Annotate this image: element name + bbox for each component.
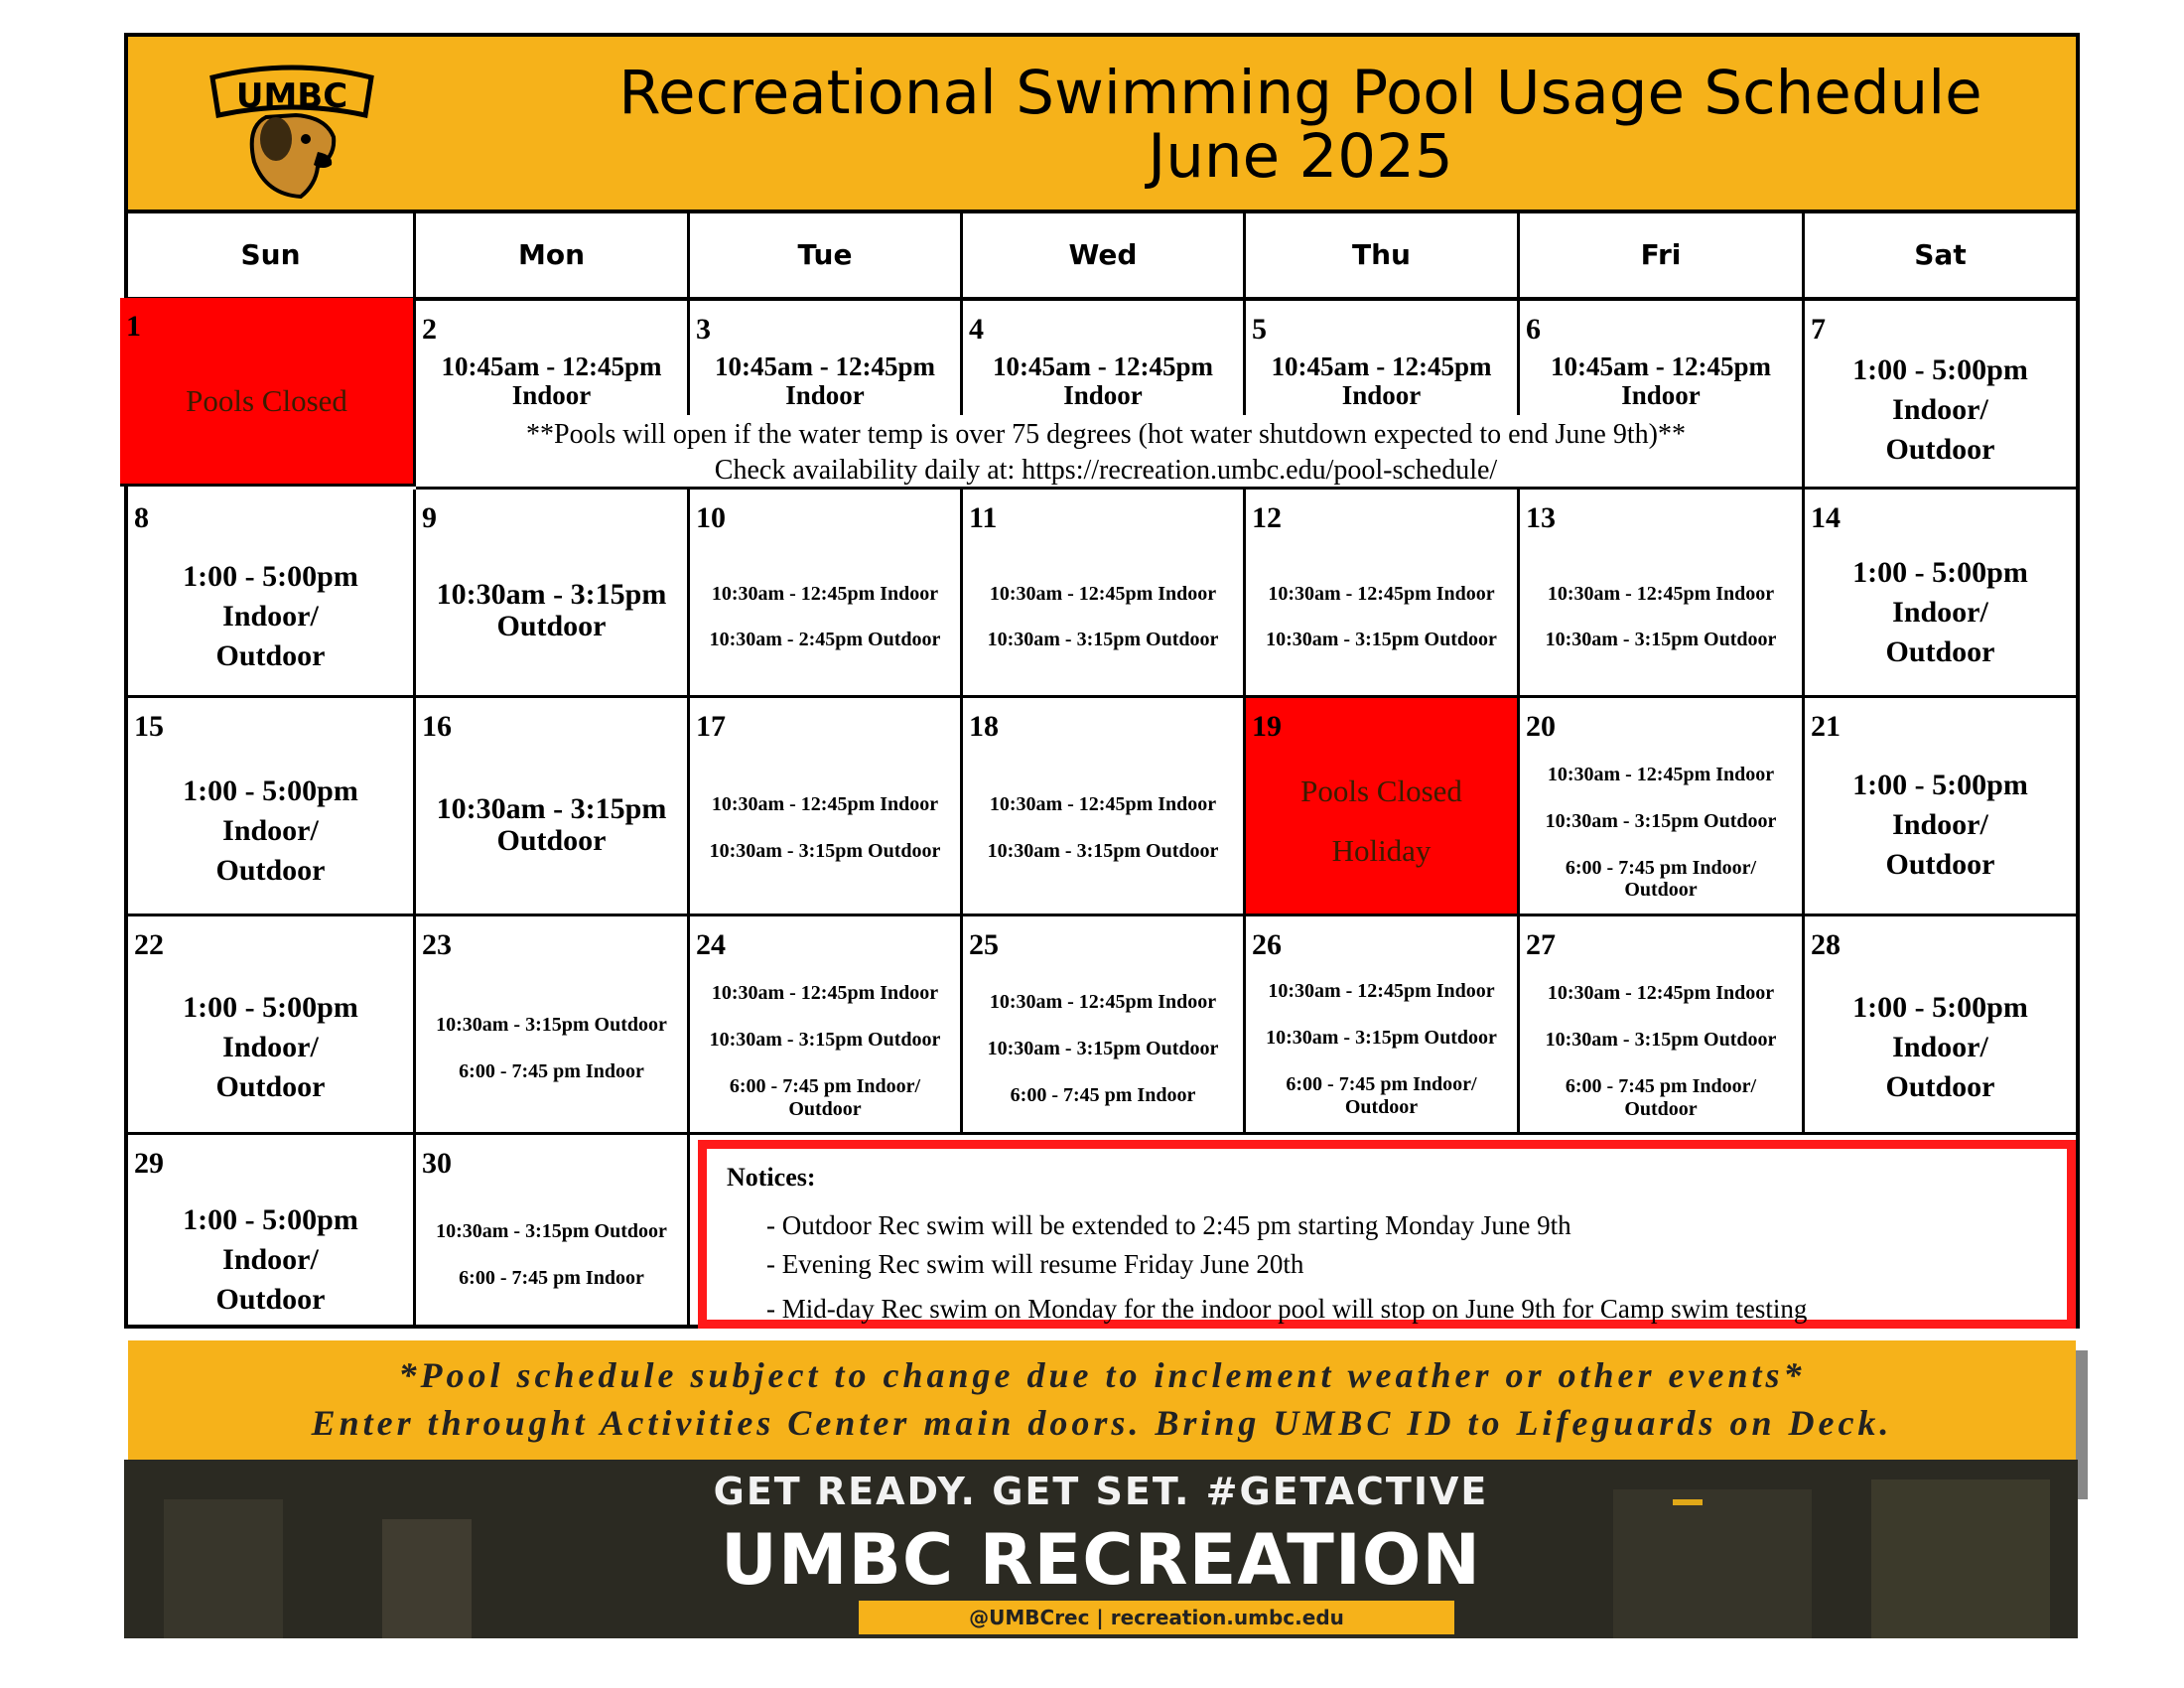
day-number: 21 (1811, 710, 1841, 743)
day-cell-1 (120, 298, 416, 487)
session-location: Indoor/ (222, 1243, 319, 1276)
session-evening: 6:00 - 7:45 pm Indoor (459, 1267, 644, 1289)
session-evening: Outdoor (1624, 879, 1698, 901)
day-cell-27 (1520, 916, 1805, 1135)
water-temp-note: **Pools will open if the water temp is over 75 degrees (hot water shutdown expected to end June 9th)** (526, 419, 1686, 450)
day-number: 8 (134, 501, 149, 534)
day-number: 13 (1526, 501, 1556, 534)
session-location: Indoor/ (222, 1031, 319, 1063)
session-outdoor: 10:30am - 3:15pm Outdoor (709, 840, 941, 862)
day-cell-23 (416, 916, 690, 1135)
session-outdoor: 10:30am - 3:15pm Outdoor (436, 1014, 667, 1036)
day-number: 3 (696, 313, 711, 346)
session-evening: 6:00 - 7:45 pm Indoor (459, 1060, 644, 1082)
day-cell-29 (128, 1135, 416, 1329)
session-outdoor: 10:30am - 3:15pm Outdoor (1545, 1029, 1777, 1051)
day-number: 23 (422, 928, 452, 961)
day-cell-15 (128, 698, 416, 916)
session-indoor: 10:30am - 12:45pm Indoor (989, 991, 1217, 1013)
day-cell-26 (1246, 916, 1520, 1135)
session-outdoor: 10:30am - 3:15pm Outdoor (987, 629, 1219, 650)
day-number: 5 (1252, 313, 1267, 346)
session-location: Indoor/ (222, 600, 319, 633)
session-outdoor: 10:30am - 3:15pm Outdoor (1545, 810, 1777, 832)
session-location: Outdoor (1885, 1070, 1995, 1103)
session-evening: Outdoor (1624, 1098, 1698, 1120)
session-time: 10:45am - 12:45pm (441, 352, 662, 381)
schedule-disclaimer: *Pool schedule subject to change due to inclement weather or other events* (398, 1355, 1806, 1395)
day-number: 15 (134, 710, 164, 743)
day-number: 20 (1526, 710, 1556, 743)
day-number: 1 (126, 310, 141, 343)
day-number: 4 (969, 313, 984, 346)
session-indoor: 10:30am - 12:45pm Indoor (989, 793, 1217, 815)
day-header-sat: Sat (1914, 238, 1967, 271)
day-number: 11 (969, 501, 998, 534)
session-indoor: 10:30am - 12:45pm Indoor (711, 583, 939, 605)
session-evening: 6:00 - 7:45 pm Indoor/ (729, 1075, 921, 1097)
day-number: 17 (696, 710, 726, 743)
day-cell-16 (416, 698, 690, 916)
day-number: 10 (696, 501, 726, 534)
session-evening: 6:00 - 7:45 pm Indoor/ (1286, 1073, 1477, 1095)
session-evening: 6:00 - 7:45 pm Indoor/ (1565, 857, 1757, 879)
day-cell-20 (1520, 698, 1805, 916)
day-number: 28 (1811, 928, 1841, 961)
session-time: 1:00 - 5:00pm (183, 1203, 358, 1236)
day-cell-13 (1520, 490, 1805, 698)
session-location: Outdoor (215, 639, 326, 672)
day-cell-19 (1246, 698, 1520, 916)
day-number: 25 (969, 928, 999, 961)
banner-title: UMBC RECREATION (720, 1519, 1482, 1601)
day-cell-4 (963, 301, 1246, 415)
day-number: 29 (134, 1147, 164, 1180)
session-time: 10:45am - 12:45pm (1271, 352, 1492, 381)
day-cell-9 (416, 490, 690, 698)
session-indoor: 10:30am - 12:45pm Indoor (711, 982, 939, 1004)
session-time: 10:45am - 12:45pm (993, 352, 1213, 381)
session-outdoor: 10:30am - 2:45pm Outdoor (709, 629, 941, 650)
session-location: Outdoor (215, 1070, 326, 1103)
session-outdoor: 10:30am - 3:15pm Outdoor (987, 840, 1219, 862)
day-header-sun: Sun (128, 213, 416, 297)
session-evening: 6:00 - 7:45 pm Indoor/ (1565, 1075, 1757, 1097)
page-title: Recreational Swimming Pool Usage Schedule (618, 58, 1982, 128)
day-cell-12 (1246, 490, 1520, 698)
session-time: 1:00 - 5:00pm (1852, 991, 2028, 1024)
recreation-promo-banner (124, 1460, 2078, 1638)
day-number: 18 (969, 710, 999, 743)
day-cell-7 (1805, 301, 2076, 490)
session-evening: Outdoor (788, 1098, 862, 1120)
session-indoor: 10:30am - 12:45pm Indoor (989, 583, 1217, 605)
weekday-header-row (128, 213, 2076, 301)
day-number: 24 (696, 928, 726, 961)
session-outdoor: 10:30am - 3:15pm Outdoor (1266, 629, 1497, 650)
session-location: Outdoor (496, 610, 607, 642)
day-cell-14 (1805, 490, 2076, 698)
session-location: Indoor/ (222, 814, 319, 847)
session-location: Outdoor (215, 1283, 326, 1316)
session-location: Indoor/ (1892, 596, 1988, 629)
banner-social-link[interactable]: @UMBCrec | recreation.umbc.edu (859, 1601, 1454, 1634)
day-cell-21 (1805, 698, 2076, 916)
session-indoor: 10:30am - 12:45pm Indoor (1547, 583, 1775, 605)
session-time: 1:00 - 5:00pm (1852, 556, 2028, 589)
notice-item: - Outdoor Rec swim will be extended to 2:45 pm starting Monday June 9th (766, 1210, 1571, 1240)
session-time: 1:00 - 5:00pm (1852, 769, 2028, 801)
svg-text:UMBC: UMBC (235, 76, 348, 116)
day-cell-5 (1246, 301, 1520, 415)
session-time: 1:00 - 5:00pm (183, 774, 358, 807)
session-outdoor: 10:30am - 3:15pm Outdoor (1266, 1027, 1497, 1049)
session-location: Outdoor (496, 824, 607, 857)
session-indoor: 10:30am - 12:45pm Indoor (1268, 980, 1495, 1002)
session-location: Indoor (1621, 380, 1701, 410)
session-time: 1:00 - 5:00pm (183, 560, 358, 593)
session-indoor: 10:30am - 12:45pm Indoor (1547, 764, 1775, 785)
session-location: Outdoor (1885, 848, 1995, 881)
day-number: 7 (1811, 313, 1826, 346)
session-location: Indoor/ (1892, 393, 1988, 426)
notices-title: Notices: (727, 1163, 816, 1192)
session-indoor: 10:30am - 12:45pm Indoor (711, 793, 939, 815)
session-evening: Outdoor (1344, 1096, 1419, 1118)
day-number: 9 (422, 501, 437, 534)
closed-label: Pools Closed (1300, 774, 1462, 808)
umbc-retriever-logo (206, 58, 377, 202)
holiday-label: Holiday (1331, 833, 1432, 868)
day-header-tue: Tue (690, 213, 963, 297)
entry-instructions: Enter throught Activities Center main doors. Bring UMBC ID to Lifeguards on Deck. (311, 1403, 1893, 1443)
session-time: 10:30am - 3:15pm (436, 792, 667, 825)
session-time: 1:00 - 5:00pm (1852, 353, 2028, 386)
notices-box (698, 1140, 2076, 1329)
session-outdoor: 10:30am - 3:15pm Outdoor (436, 1220, 667, 1242)
page-subtitle-month: June 2025 (1148, 121, 1453, 192)
day-number: 22 (134, 928, 164, 961)
day-header-thu: Thu (1246, 213, 1520, 297)
session-outdoor: 10:30am - 3:15pm Outdoor (1545, 629, 1777, 650)
session-outdoor: 10:30am - 3:15pm Outdoor (709, 1029, 941, 1051)
day-cell-10 (690, 490, 963, 698)
day-number: 14 (1811, 501, 1841, 534)
notice-item: - Evening Rec swim will resume Friday June 20th (766, 1249, 1304, 1279)
day-cell-28 (1805, 916, 2076, 1135)
session-time: 10:45am - 12:45pm (1551, 352, 1771, 381)
day-cell-18 (963, 698, 1246, 916)
day-cell-8 (128, 490, 416, 698)
session-location: Outdoor (215, 854, 326, 887)
day-header-mon: Mon (416, 213, 690, 297)
day-cell-22 (128, 916, 416, 1135)
session-location: Outdoor (1885, 635, 1995, 668)
day-number: 12 (1252, 501, 1282, 534)
session-location: Indoor (1063, 380, 1143, 410)
session-indoor: 10:30am - 12:45pm Indoor (1268, 583, 1495, 605)
day-number: 26 (1252, 928, 1282, 961)
session-evening: 6:00 - 7:45 pm Indoor (1010, 1084, 1196, 1106)
session-time: 1:00 - 5:00pm (183, 991, 358, 1024)
closed-label: Pools Closed (186, 383, 347, 418)
day-number: 16 (422, 710, 452, 743)
session-location: Indoor (785, 380, 865, 410)
day-cell-2 (416, 301, 690, 415)
day-number: 2 (422, 313, 437, 346)
session-location: Indoor/ (1892, 1031, 1988, 1063)
session-time: 10:45am - 12:45pm (715, 352, 935, 381)
day-cell-3 (690, 301, 963, 415)
session-location: Indoor (511, 380, 592, 410)
session-indoor: 10:30am - 12:45pm Indoor (1547, 982, 1775, 1004)
day-header-fri: Fri (1520, 213, 1805, 297)
day-number: 30 (422, 1147, 452, 1180)
session-time: 10:30am - 3:15pm (436, 578, 667, 611)
footer-banner (128, 1340, 2076, 1460)
session-outdoor: 10:30am - 3:15pm Outdoor (987, 1038, 1219, 1059)
day-cell-6 (1520, 301, 1805, 415)
notice-item: - Mid-day Rec swim on Monday for the indoor pool will stop on June 9th for Camp swim testing (766, 1294, 1808, 1324)
day-cell-25 (963, 916, 1246, 1135)
session-location: Indoor/ (1892, 808, 1988, 841)
day-number: 27 (1526, 928, 1556, 961)
session-location: Indoor (1341, 380, 1422, 410)
day-cell-24 (690, 916, 963, 1135)
banner-tagline: GET READY. GET SET. #GETACTIVE (713, 1470, 1489, 1513)
day-cell-17 (690, 698, 963, 916)
day-header-wed: Wed (963, 213, 1246, 297)
day-number: 19 (1252, 710, 1282, 743)
availability-note: Check availability daily at: https://recreation.umbc.edu/pool-schedule/ (714, 455, 1498, 486)
day-number: 6 (1526, 313, 1541, 346)
session-location: Outdoor (1885, 433, 1995, 466)
day-cell-11 (963, 490, 1246, 698)
day-cell-30 (416, 1135, 690, 1329)
